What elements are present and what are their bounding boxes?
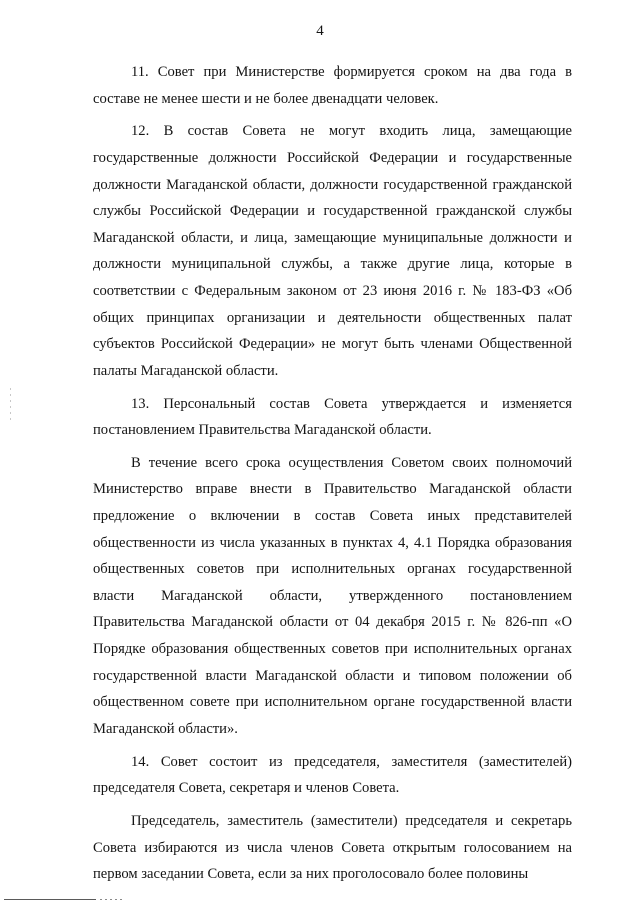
- paragraph-12: 12. В состав Совета не могут входить лица, замещающие государственные должности Российской Федерации и государственные должности Магаданской области, должности государственной гражданской службы Российской Федерации и государственной гражданской службы Магаданской области, и лица, замещающие муниципальные должности и должности муниципальной службы, а также другие лица, которые в соответствии с Федеральным законом от 23 июня 2016 г. № 183-ФЗ «Об общих принципах организации и деятельности общественных палат субъектов Российской Федерации» не могут быть членами Общественной палаты Магаданской области.: [93, 123, 572, 379]
- paragraph-14-continuation: Председатель, заместитель (заместители) председателя и секретарь Совета избираются из числа членов Совета открытым голосованием на первом заседании Совета, если за них проголосовало более половины: [93, 812, 572, 883]
- document-body: [93, 59, 572, 894]
- paragraph-11: 11. Совет при Министерстве формируется сроком на два года в составе не менее шести и не более двенадцати человек.: [93, 64, 572, 107]
- paragraph-13-continuation: В течение всего срока осуществления Советом своих полномочий Министерство вправе внести в Правительство Магаданской области предложение о включении в состав Совета иных представителей общественности из числа указанных в пунктах 4, 4.1 Порядка образования общественных советов при исполнительных органах государственной власти Магаданской области, утвержденного постановлением Правительства Магаданской области от 04 декабря 2015 г. № 826-пп «О Порядке образования общественных советов при исполнительных органах государственной власти Магаданской области и типовом положении об общественном совете при исполнительном органе государственной власти Магаданской области».: [93, 454, 572, 737]
- paragraph-14: 14. Совет состоит из председателя, заместителя (заместителей) председателя Совета, секретаря и членов Совета.: [93, 753, 572, 797]
- footer-dots: [100, 899, 124, 900]
- paragraph-13: 13. Персональный состав Совета утверждается и изменяется постановлением Правительства Магаданской области.: [93, 395, 572, 439]
- scan-margin-mark: [10, 388, 11, 422]
- footer-rule: [4, 899, 96, 900]
- page-number: 4: [316, 23, 324, 39]
